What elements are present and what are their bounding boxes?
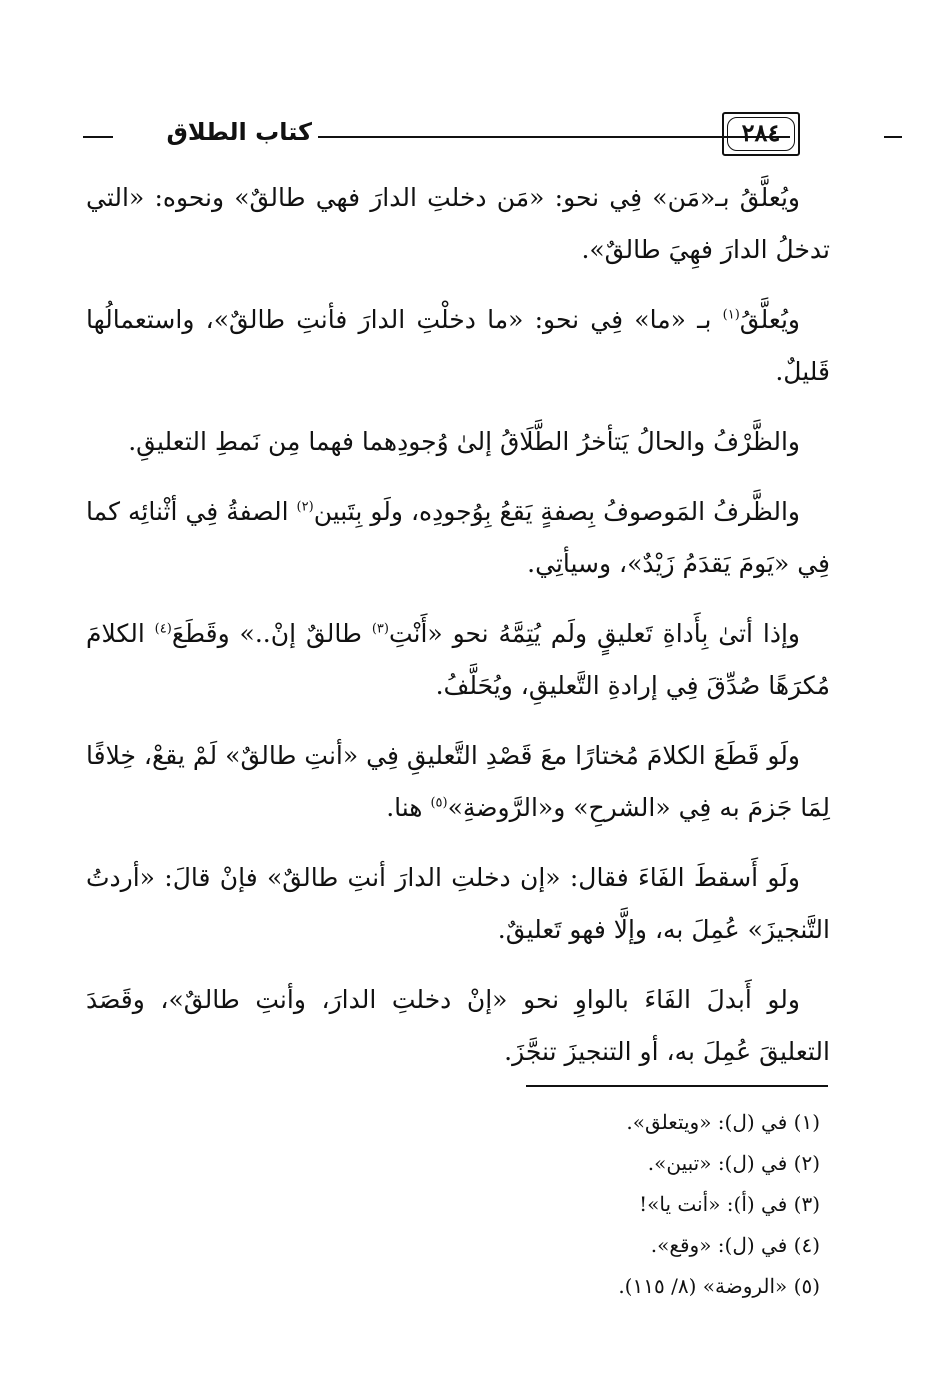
paragraph-7: ولَو أَسقطَ الفَاءَ فقال: «إن دخلتِ الدارَ أنتِ طالقٌ» فإنْ قالَ: «أردتُ التَّنجيزَ» عُمِلَ به، وإلَّا فهو تَعليقٌ. bbox=[86, 863, 830, 944]
paragraph-3: والظَّرْفُ والحالُ يَتأخرُ الطَّلَاقُ إلىٰ وُجودِهما فهما مِن نَمطِ التعليقِ. bbox=[128, 427, 800, 456]
footnote-3: (٣) في (أ): «أنت يا»! bbox=[639, 1192, 820, 1216]
paragraph-text: ولَو قَطَعَ الكلامَ مُختارًا معَ قَصْدِ التَّعليقِ فِي «أنتِ طالقٌ» لَمْ يقعْ، خِلافًا لِمَا جَزمَ به فِي «الشرحِ» و«الرَّوضةِ» bbox=[86, 741, 830, 822]
footnote-1: (١) في (ل): «ويتعلق». bbox=[626, 1110, 820, 1134]
footnotes bbox=[200, 1102, 830, 1307]
paragraph-8: ولو أَبدلَ الفَاءَ بالواوِ نحو «إنْ دخلتِ الدارَ، وأنتِ طالقٌ»، وقَصَدَ التعليقَ عُمِلَ به، أو التنجيزَ تنجَّزَ. bbox=[86, 985, 830, 1066]
paragraph-text: الكلامَ مُكرَهًا صُدِّقَ فِي إرادةِ التَّعليقِ، ويُحَلَّفُ. bbox=[86, 619, 830, 700]
footnote-4: (٤) في (ل): «وقع». bbox=[650, 1233, 820, 1257]
header-rule-right bbox=[884, 136, 902, 138]
paragraph-1: ويُعلَّقُ بـ«مَن» فِي نحو: «مَن دخلتِ الدارَ فهي طالقٌ» ونحوه: «التي تدخلُ الدارَ فهِيَ طالقٌ». bbox=[86, 183, 830, 264]
paragraph-5 bbox=[86, 608, 830, 712]
footnote-ref-4[interactable]: (٤) bbox=[154, 621, 172, 637]
page-number: ٢٨٤ bbox=[727, 117, 795, 151]
paragraph-4 bbox=[86, 486, 830, 590]
footnote-5: (٥) «الروضة» (٨/ ١١٥). bbox=[618, 1274, 820, 1298]
running-title: كتاب الطلاق bbox=[166, 118, 312, 146]
footnote-ref-2[interactable]: (٢) bbox=[296, 499, 314, 515]
paragraph-2 bbox=[86, 294, 830, 398]
footnote-ref-5[interactable]: (٥) bbox=[430, 795, 448, 811]
page-header bbox=[80, 112, 832, 162]
header-rule-left bbox=[83, 136, 113, 138]
main-text bbox=[86, 172, 830, 1096]
paragraph-text: هنا. bbox=[386, 793, 431, 822]
paragraph-6 bbox=[86, 730, 830, 834]
paragraph-text: بـ «ما» فِي نحو: «ما دخلْتِ الدارَ فأنتِ طالقٌ»، واستعمالُها قَليلٌ. bbox=[86, 305, 830, 386]
footnote-ref-1[interactable]: (١) bbox=[722, 307, 740, 323]
paragraph-text: وإذا أتىٰ بِأَداةِ تَعليقٍ ولَم يُتِمَّهُ نحو «أَنْتِ bbox=[388, 619, 800, 648]
footnote-ref-3[interactable]: (٣) bbox=[371, 621, 389, 637]
page-number-frame bbox=[722, 112, 800, 156]
paragraph-text: والظَّرفُ المَوصوفُ بِصفةٍ يَقعُ بِوُجودِه، ولَو بِتَبين bbox=[313, 497, 800, 526]
header-rule bbox=[318, 136, 790, 138]
paragraph-text: طالقٌ إنْ..» وقَطَعَ bbox=[171, 619, 372, 648]
footnote-2: (٢) في (ل): «تبين». bbox=[647, 1151, 820, 1175]
paragraph-text: ويُعلَّقُ bbox=[739, 305, 800, 334]
paragraph-text: الصفةُ فِي أثْنائِه كما فِي «يَومَ يَقدَمُ زَيْدٌ»، وسيأتِي. bbox=[86, 497, 830, 578]
footnote-separator bbox=[526, 1085, 828, 1087]
